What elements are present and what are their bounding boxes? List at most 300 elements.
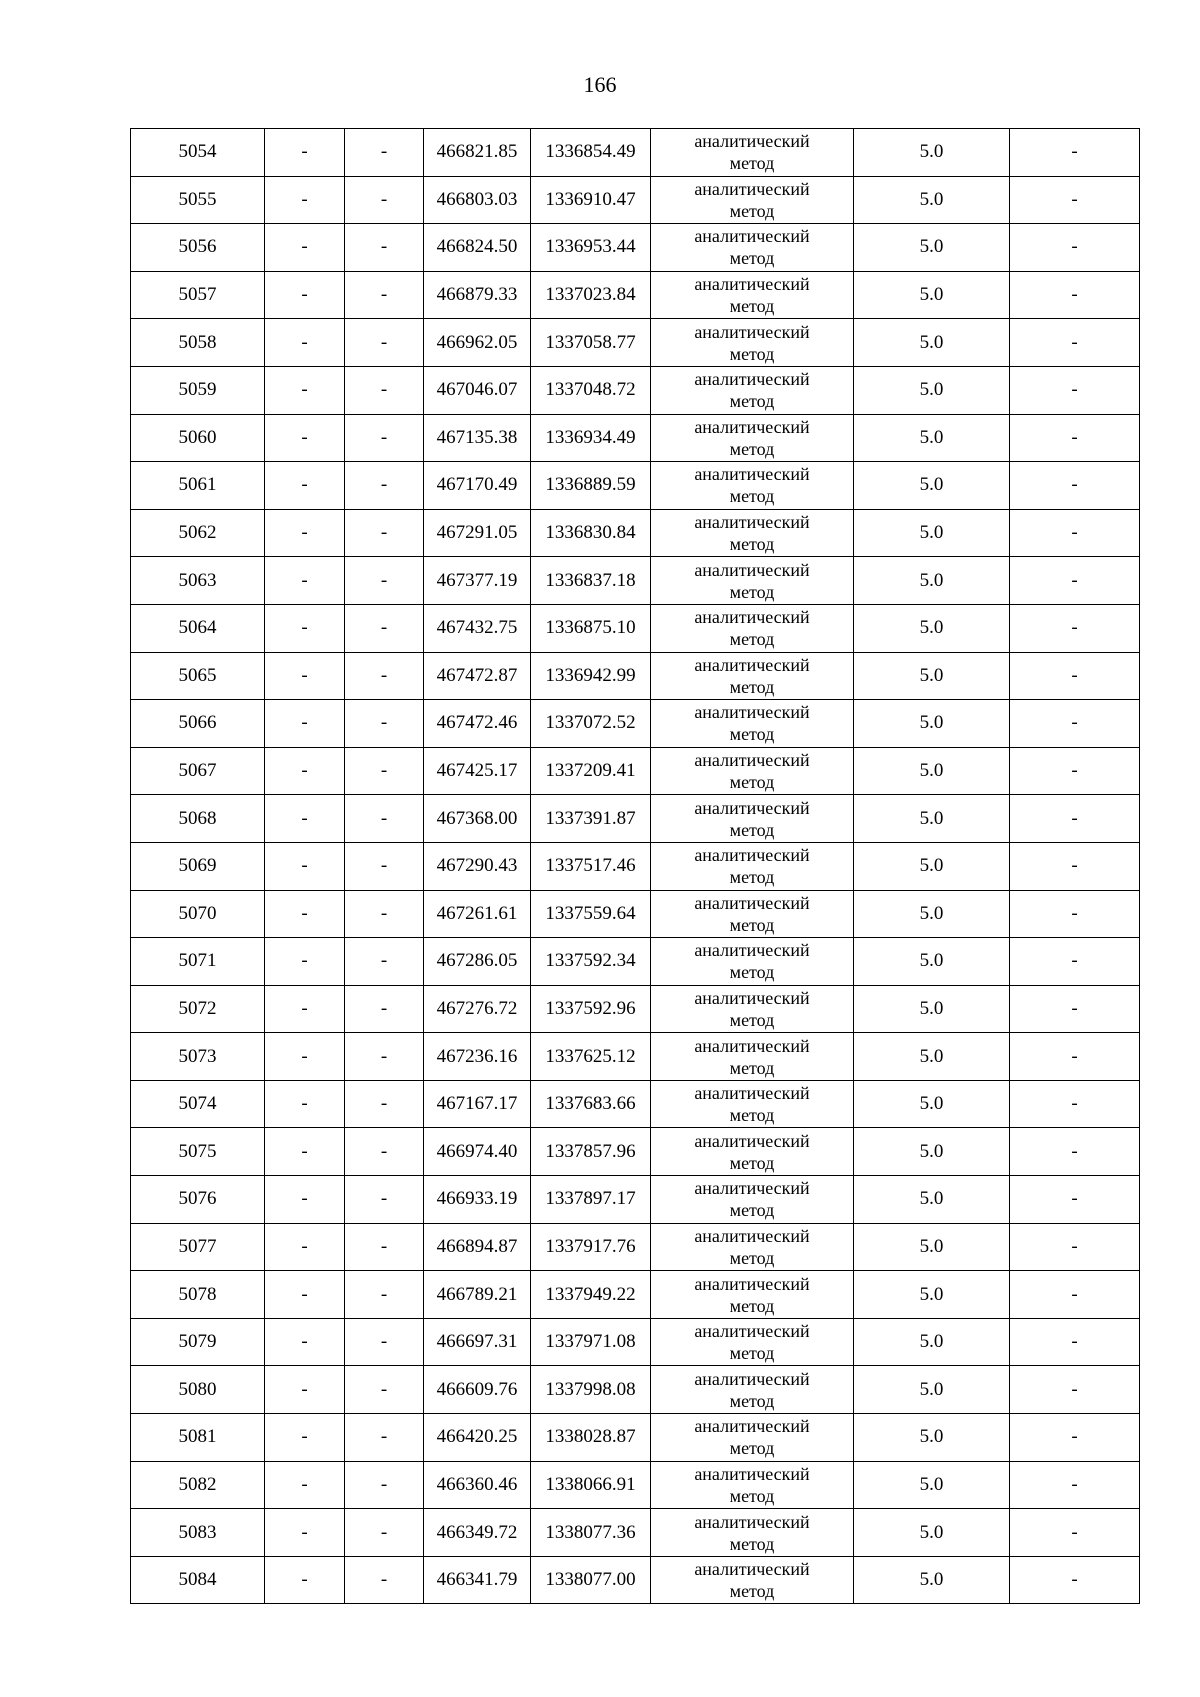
method-line-2: метод [729, 772, 775, 793]
method-cell [651, 1033, 854, 1081]
method-cell [651, 1509, 854, 1557]
method-line-1: аналитический [694, 1416, 810, 1437]
table-row [131, 1080, 1140, 1128]
coordinate-x-cell: 466341.79 [424, 1556, 531, 1604]
coordinate-y-cell: 1336875.10 [531, 604, 651, 652]
table-row [131, 1176, 1140, 1224]
column-8-cell: - [1010, 842, 1140, 890]
coordinate-x-cell: 466420.25 [424, 1414, 531, 1462]
coordinates-table [130, 128, 1140, 1604]
method-line-1: аналитический [694, 892, 810, 913]
method-line-2: метод [729, 200, 775, 221]
table-row [131, 1128, 1140, 1176]
coordinate-x-cell: 466609.76 [424, 1366, 531, 1414]
method-line-1: аналитический [694, 1178, 810, 1199]
column-3-cell: - [345, 652, 424, 700]
method-line-1: аналитический [694, 987, 810, 1008]
table-row [131, 985, 1140, 1033]
method-line-2: метод [729, 438, 775, 459]
column-2-cell: - [265, 1271, 345, 1319]
method-line-2: метод [729, 343, 775, 364]
column-8-cell: - [1010, 1318, 1140, 1366]
column-2-cell: - [265, 604, 345, 652]
table-row [131, 938, 1140, 986]
accuracy-cell: 5.0 [854, 509, 1010, 557]
point-number-cell: 5067 [131, 747, 265, 795]
coordinate-y-cell: 1337048.72 [531, 366, 651, 414]
point-number-cell: 5076 [131, 1176, 265, 1224]
column-3-cell: - [345, 129, 424, 177]
point-number-cell: 5054 [131, 129, 265, 177]
column-3-cell: - [345, 176, 424, 224]
table-row [131, 1271, 1140, 1319]
column-2-cell: - [265, 1223, 345, 1271]
method-cell [651, 319, 854, 367]
point-number-cell: 5074 [131, 1080, 265, 1128]
method-line-1: аналитический [694, 750, 810, 771]
column-2-cell: - [265, 1414, 345, 1462]
column-8-cell: - [1010, 604, 1140, 652]
column-8-cell: - [1010, 1128, 1140, 1176]
point-number-cell: 5056 [131, 224, 265, 272]
coordinate-y-cell: 1337209.41 [531, 747, 651, 795]
column-2-cell: - [265, 938, 345, 986]
point-number-cell: 5077 [131, 1223, 265, 1271]
column-8-cell: - [1010, 176, 1140, 224]
column-2-cell: - [265, 1556, 345, 1604]
accuracy-cell: 5.0 [854, 938, 1010, 986]
accuracy-cell: 5.0 [854, 842, 1010, 890]
table-row [131, 1033, 1140, 1081]
method-line-2: метод [729, 534, 775, 555]
coordinate-x-cell: 467046.07 [424, 366, 531, 414]
accuracy-cell: 5.0 [854, 985, 1010, 1033]
method-cell [651, 700, 854, 748]
accuracy-cell: 5.0 [854, 224, 1010, 272]
column-8-cell: - [1010, 1271, 1140, 1319]
table-row [131, 1414, 1140, 1462]
coordinate-y-cell: 1338077.36 [531, 1509, 651, 1557]
table-row [131, 747, 1140, 795]
coordinate-y-cell: 1336942.99 [531, 652, 651, 700]
accuracy-cell: 5.0 [854, 700, 1010, 748]
method-line-1: аналитический [694, 1273, 810, 1294]
column-3-cell: - [345, 1033, 424, 1081]
coordinate-y-cell: 1337592.34 [531, 938, 651, 986]
method-line-1: аналитический [694, 274, 810, 295]
accuracy-cell: 5.0 [854, 1080, 1010, 1128]
column-8-cell: - [1010, 366, 1140, 414]
method-line-1: аналитический [694, 559, 810, 580]
coordinate-x-cell: 467286.05 [424, 938, 531, 986]
column-3-cell: - [345, 1414, 424, 1462]
column-3-cell: - [345, 938, 424, 986]
method-line-2: метод [729, 1247, 775, 1268]
method-line-2: метод [729, 248, 775, 269]
accuracy-cell: 5.0 [854, 176, 1010, 224]
method-line-1: аналитический [694, 607, 810, 628]
coordinate-x-cell: 466803.03 [424, 176, 531, 224]
point-number-cell: 5080 [131, 1366, 265, 1414]
method-line-1: аналитический [694, 512, 810, 533]
point-number-cell: 5059 [131, 366, 265, 414]
column-2-cell: - [265, 747, 345, 795]
column-3-cell: - [345, 985, 424, 1033]
point-number-cell: 5078 [131, 1271, 265, 1319]
accuracy-cell: 5.0 [854, 1176, 1010, 1224]
table-row [131, 176, 1140, 224]
column-3-cell: - [345, 1223, 424, 1271]
method-line-2: метод [729, 962, 775, 983]
method-cell [651, 890, 854, 938]
column-3-cell: - [345, 1128, 424, 1176]
accuracy-cell: 5.0 [854, 747, 1010, 795]
accuracy-cell: 5.0 [854, 1414, 1010, 1462]
coordinate-x-cell: 466697.31 [424, 1318, 531, 1366]
column-3-cell: - [345, 1318, 424, 1366]
column-2-cell: - [265, 224, 345, 272]
column-8-cell: - [1010, 1509, 1140, 1557]
column-8-cell: - [1010, 271, 1140, 319]
method-line-1: аналитический [694, 654, 810, 675]
coordinate-y-cell: 1337559.64 [531, 890, 651, 938]
coordinate-y-cell: 1336854.49 [531, 129, 651, 177]
point-number-cell: 5069 [131, 842, 265, 890]
method-line-1: аналитический [694, 940, 810, 961]
coordinate-y-cell: 1336889.59 [531, 462, 651, 510]
coordinate-x-cell: 466962.05 [424, 319, 531, 367]
column-8-cell: - [1010, 652, 1140, 700]
column-2-cell: - [265, 366, 345, 414]
method-line-1: аналитический [694, 1035, 810, 1056]
method-line-1: аналитический [694, 416, 810, 437]
method-line-2: метод [729, 914, 775, 935]
column-3-cell: - [345, 747, 424, 795]
accuracy-cell: 5.0 [854, 1033, 1010, 1081]
column-8-cell: - [1010, 890, 1140, 938]
column-8-cell: - [1010, 1461, 1140, 1509]
column-8-cell: - [1010, 1223, 1140, 1271]
column-2-cell: - [265, 700, 345, 748]
coordinate-y-cell: 1338077.00 [531, 1556, 651, 1604]
accuracy-cell: 5.0 [854, 414, 1010, 462]
coordinate-x-cell: 467291.05 [424, 509, 531, 557]
accuracy-cell: 5.0 [854, 1223, 1010, 1271]
point-number-cell: 5072 [131, 985, 265, 1033]
coordinate-y-cell: 1337058.77 [531, 319, 651, 367]
method-cell [651, 366, 854, 414]
column-3-cell: - [345, 1176, 424, 1224]
column-3-cell: - [345, 890, 424, 938]
method-line-2: метод [729, 819, 775, 840]
column-3-cell: - [345, 319, 424, 367]
point-number-cell: 5064 [131, 604, 265, 652]
coordinate-x-cell: 466933.19 [424, 1176, 531, 1224]
method-cell [651, 271, 854, 319]
table-row [131, 1509, 1140, 1557]
point-number-cell: 5075 [131, 1128, 265, 1176]
column-2-cell: - [265, 890, 345, 938]
accuracy-cell: 5.0 [854, 271, 1010, 319]
table-row [131, 795, 1140, 843]
method-line-1: аналитический [694, 321, 810, 342]
method-line-2: метод [729, 1105, 775, 1126]
method-cell [651, 557, 854, 605]
column-3-cell: - [345, 271, 424, 319]
column-2-cell: - [265, 1509, 345, 1557]
accuracy-cell: 5.0 [854, 890, 1010, 938]
method-line-1: аналитический [694, 845, 810, 866]
point-number-cell: 5065 [131, 652, 265, 700]
coordinate-x-cell: 467290.43 [424, 842, 531, 890]
accuracy-cell: 5.0 [854, 1366, 1010, 1414]
coordinate-y-cell: 1336910.47 [531, 176, 651, 224]
column-3-cell: - [345, 414, 424, 462]
coordinate-y-cell: 1337917.76 [531, 1223, 651, 1271]
method-cell [651, 224, 854, 272]
column-8-cell: - [1010, 557, 1140, 605]
coordinate-x-cell: 467377.19 [424, 557, 531, 605]
point-number-cell: 5084 [131, 1556, 265, 1604]
coordinate-y-cell: 1336953.44 [531, 224, 651, 272]
column-3-cell: - [345, 1509, 424, 1557]
accuracy-cell: 5.0 [854, 1509, 1010, 1557]
point-number-cell: 5055 [131, 176, 265, 224]
method-line-1: аналитический [694, 369, 810, 390]
accuracy-cell: 5.0 [854, 319, 1010, 367]
column-3-cell: - [345, 700, 424, 748]
column-3-cell: - [345, 604, 424, 652]
method-cell [651, 1223, 854, 1271]
column-3-cell: - [345, 557, 424, 605]
coordinate-x-cell: 467368.00 [424, 795, 531, 843]
column-2-cell: - [265, 1366, 345, 1414]
method-cell [651, 462, 854, 510]
page-number: 166 [583, 72, 617, 97]
method-cell [651, 1318, 854, 1366]
point-number-cell: 5083 [131, 1509, 265, 1557]
column-2-cell: - [265, 414, 345, 462]
method-line-1: аналитический [694, 1321, 810, 1342]
method-line-1: аналитический [694, 1130, 810, 1151]
accuracy-cell: 5.0 [854, 1556, 1010, 1604]
column-8-cell: - [1010, 224, 1140, 272]
coordinate-x-cell: 466879.33 [424, 271, 531, 319]
method-line-1: аналитический [694, 464, 810, 485]
method-cell [651, 795, 854, 843]
method-line-2: метод [729, 1057, 775, 1078]
table-row [131, 842, 1140, 890]
method-line-2: метод [729, 724, 775, 745]
method-cell [651, 509, 854, 557]
accuracy-cell: 5.0 [854, 795, 1010, 843]
method-line-2: метод [729, 581, 775, 602]
column-8-cell: - [1010, 1080, 1140, 1128]
column-3-cell: - [345, 1556, 424, 1604]
table-body [131, 129, 1140, 1604]
point-number-cell: 5071 [131, 938, 265, 986]
column-3-cell: - [345, 1080, 424, 1128]
column-8-cell: - [1010, 129, 1140, 177]
method-line-2: метод [729, 676, 775, 697]
accuracy-cell: 5.0 [854, 557, 1010, 605]
coordinate-x-cell: 466974.40 [424, 1128, 531, 1176]
method-cell [651, 1271, 854, 1319]
coordinate-y-cell: 1337517.46 [531, 842, 651, 890]
method-line-1: аналитический [694, 1559, 810, 1580]
table-row [131, 1556, 1140, 1604]
table-row [131, 1366, 1140, 1414]
method-cell [651, 652, 854, 700]
column-8-cell: - [1010, 319, 1140, 367]
method-line-2: метод [729, 629, 775, 650]
table-row [131, 652, 1140, 700]
coordinate-x-cell: 466821.85 [424, 129, 531, 177]
coordinate-y-cell: 1337072.52 [531, 700, 651, 748]
coordinate-x-cell: 467167.17 [424, 1080, 531, 1128]
point-number-cell: 5068 [131, 795, 265, 843]
method-line-1: аналитический [694, 1225, 810, 1246]
table-row [131, 366, 1140, 414]
method-cell [651, 1556, 854, 1604]
method-cell [651, 1128, 854, 1176]
coordinate-y-cell: 1337625.12 [531, 1033, 651, 1081]
coordinate-y-cell: 1337998.08 [531, 1366, 651, 1414]
coordinate-x-cell: 467135.38 [424, 414, 531, 462]
method-cell [651, 1080, 854, 1128]
method-line-2: метод [729, 1581, 775, 1602]
coordinate-y-cell: 1337971.08 [531, 1318, 651, 1366]
table-row [131, 462, 1140, 510]
coordinate-y-cell: 1337949.22 [531, 1271, 651, 1319]
method-line-2: метод [729, 153, 775, 174]
method-cell [651, 1414, 854, 1462]
column-8-cell: - [1010, 985, 1140, 1033]
column-3-cell: - [345, 224, 424, 272]
table-row [131, 224, 1140, 272]
accuracy-cell: 5.0 [854, 1271, 1010, 1319]
method-cell [651, 414, 854, 462]
table-row [131, 509, 1140, 557]
method-cell [651, 938, 854, 986]
method-line-1: аналитический [694, 702, 810, 723]
method-line-2: метод [729, 1390, 775, 1411]
method-line-1: аналитический [694, 131, 810, 152]
column-2-cell: - [265, 842, 345, 890]
method-line-2: метод [729, 1438, 775, 1459]
column-2-cell: - [265, 1128, 345, 1176]
table-row [131, 414, 1140, 462]
column-2-cell: - [265, 1080, 345, 1128]
coordinate-y-cell: 1337592.96 [531, 985, 651, 1033]
method-line-1: аналитический [694, 1463, 810, 1484]
column-2-cell: - [265, 176, 345, 224]
point-number-cell: 5081 [131, 1414, 265, 1462]
point-number-cell: 5062 [131, 509, 265, 557]
method-line-2: метод [729, 391, 775, 412]
accuracy-cell: 5.0 [854, 462, 1010, 510]
coordinate-y-cell: 1336837.18 [531, 557, 651, 605]
coordinate-x-cell: 467425.17 [424, 747, 531, 795]
coordinate-y-cell: 1337391.87 [531, 795, 651, 843]
column-2-cell: - [265, 1176, 345, 1224]
column-2-cell: - [265, 1033, 345, 1081]
method-cell [651, 842, 854, 890]
method-line-1: аналитический [694, 1511, 810, 1532]
coordinate-x-cell: 467472.46 [424, 700, 531, 748]
accuracy-cell: 5.0 [854, 604, 1010, 652]
accuracy-cell: 5.0 [854, 366, 1010, 414]
column-2-cell: - [265, 652, 345, 700]
column-8-cell: - [1010, 795, 1140, 843]
coordinate-x-cell: 466360.46 [424, 1461, 531, 1509]
column-2-cell: - [265, 129, 345, 177]
column-8-cell: - [1010, 414, 1140, 462]
coordinate-x-cell: 466349.72 [424, 1509, 531, 1557]
table-row [131, 557, 1140, 605]
column-3-cell: - [345, 462, 424, 510]
method-line-2: метод [729, 486, 775, 507]
coordinate-y-cell: 1337897.17 [531, 1176, 651, 1224]
table-row [131, 700, 1140, 748]
method-line-1: аналитический [694, 1083, 810, 1104]
coordinate-y-cell: 1336934.49 [531, 414, 651, 462]
column-3-cell: - [345, 842, 424, 890]
column-8-cell: - [1010, 1176, 1140, 1224]
table-row [131, 604, 1140, 652]
method-line-2: метод [729, 1009, 775, 1030]
method-line-2: метод [729, 296, 775, 317]
table-row [131, 890, 1140, 938]
point-number-cell: 5058 [131, 319, 265, 367]
point-number-cell: 5057 [131, 271, 265, 319]
coordinate-x-cell: 466824.50 [424, 224, 531, 272]
point-number-cell: 5061 [131, 462, 265, 510]
column-2-cell: - [265, 509, 345, 557]
coordinate-x-cell: 467170.49 [424, 462, 531, 510]
table-row [131, 271, 1140, 319]
method-line-2: метод [729, 1200, 775, 1221]
method-cell [651, 176, 854, 224]
method-cell [651, 129, 854, 177]
accuracy-cell: 5.0 [854, 1128, 1010, 1176]
column-8-cell: - [1010, 1033, 1140, 1081]
column-8-cell: - [1010, 1556, 1140, 1604]
coordinate-y-cell: 1337023.84 [531, 271, 651, 319]
column-8-cell: - [1010, 700, 1140, 748]
column-2-cell: - [265, 985, 345, 1033]
method-line-1: аналитический [694, 1368, 810, 1389]
table-row [131, 1223, 1140, 1271]
method-line-1: аналитический [694, 178, 810, 199]
column-2-cell: - [265, 1318, 345, 1366]
method-cell [651, 1366, 854, 1414]
point-number-cell: 5082 [131, 1461, 265, 1509]
column-3-cell: - [345, 366, 424, 414]
point-number-cell: 5060 [131, 414, 265, 462]
point-number-cell: 5063 [131, 557, 265, 605]
column-8-cell: - [1010, 462, 1140, 510]
column-8-cell: - [1010, 1414, 1140, 1462]
column-8-cell: - [1010, 938, 1140, 986]
coordinate-x-cell: 467261.61 [424, 890, 531, 938]
coordinate-x-cell: 467236.16 [424, 1033, 531, 1081]
column-3-cell: - [345, 509, 424, 557]
column-2-cell: - [265, 319, 345, 367]
point-number-cell: 5066 [131, 700, 265, 748]
accuracy-cell: 5.0 [854, 129, 1010, 177]
method-line-1: аналитический [694, 226, 810, 247]
